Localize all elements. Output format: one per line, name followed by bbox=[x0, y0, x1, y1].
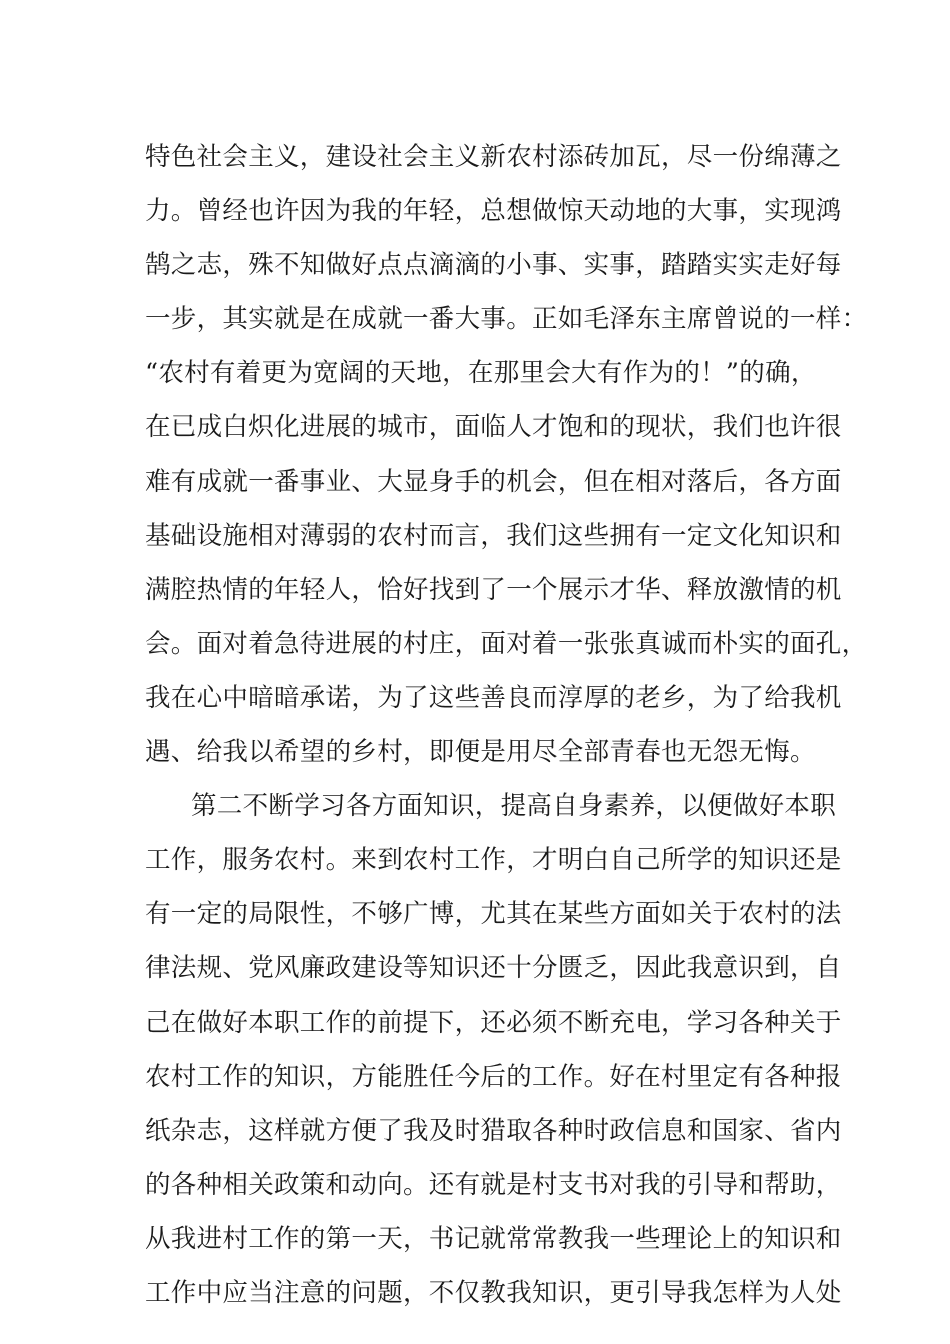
text-line: 满腔热情的年轻人，恰好找到了一个展示才华、释放激情的机 bbox=[145, 574, 842, 605]
text-line: 工作，服务农村。来到农村工作，才明白自己所学的知识还是 bbox=[145, 845, 842, 876]
text-line: 会。面对着急待进展的村庄，面对着一张张真诚而朴实的面孔， bbox=[145, 628, 868, 659]
text-line: 基础设施相对薄弱的农村而言，我们这些拥有一定文化知识和 bbox=[145, 520, 842, 551]
body-text bbox=[145, 130, 868, 1320]
text-line: 己在做好本职工作的前提下，还必须不断充电，学习各种关于 bbox=[145, 1007, 842, 1038]
text-line: “农村有着更为宽阔的天地，在那里会大有作为的！”的确， bbox=[145, 358, 817, 389]
text-line: 有一定的局限性，不够广博，尤其在某些方面如关于农村的法 bbox=[145, 899, 842, 930]
text-line: 从我进村工作的第一天，书记就常常教我一些理论上的知识和 bbox=[145, 1223, 842, 1254]
text-line: 我在心中暗暗承诺，为了这些善良而淳厚的老乡，为了给我机 bbox=[145, 682, 842, 713]
text-line: 遇、给我以希望的乡村，即便是用尽全部青春也无怨无悔。 bbox=[145, 737, 816, 768]
text-line: 特色社会主义，建设社会主义新农村添砖加瓦，尽一份绵薄之 bbox=[145, 142, 842, 172]
text-line: 力。曾经也许因为我的年轻，总想做惊天动地的大事，实现鸿 bbox=[145, 196, 842, 227]
paragraph-start-line: 第二不断学习各方面知识，提高自身素养，以便做好本职 bbox=[191, 791, 837, 822]
text-line: 纸杂志，这样就方便了我及时猎取各种时政信息和国家、省内 bbox=[145, 1115, 842, 1146]
text-line: 在已成白炽化进展的城市，面临人才饱和的现状，我们也许很 bbox=[145, 412, 842, 443]
text-line: 律法规、党风廉政建设等知识还十分匮乏，因此我意识到，自 bbox=[145, 953, 842, 984]
text-line: 工作中应当注意的问题，不仅教我知识，更引导我怎样为人处 bbox=[145, 1277, 842, 1308]
text-line: 的各种相关政策和动向。还有就是村支书对我的引导和帮助， bbox=[145, 1169, 842, 1200]
text-line: 农村工作的知识，方能胜任今后的工作。好在村里定有各种报 bbox=[145, 1061, 842, 1092]
text-line: 一步，其实就是在成就一番大事。正如毛泽东主席曾说的一样： bbox=[145, 304, 868, 335]
text-line: 鹄之志，殊不知做好点点滴滴的小事、实事，踏踏实实走好每 bbox=[145, 250, 842, 281]
text-line: 难有成就一番事业、大显身手的机会，但在相对落后，各方面 bbox=[145, 466, 842, 497]
